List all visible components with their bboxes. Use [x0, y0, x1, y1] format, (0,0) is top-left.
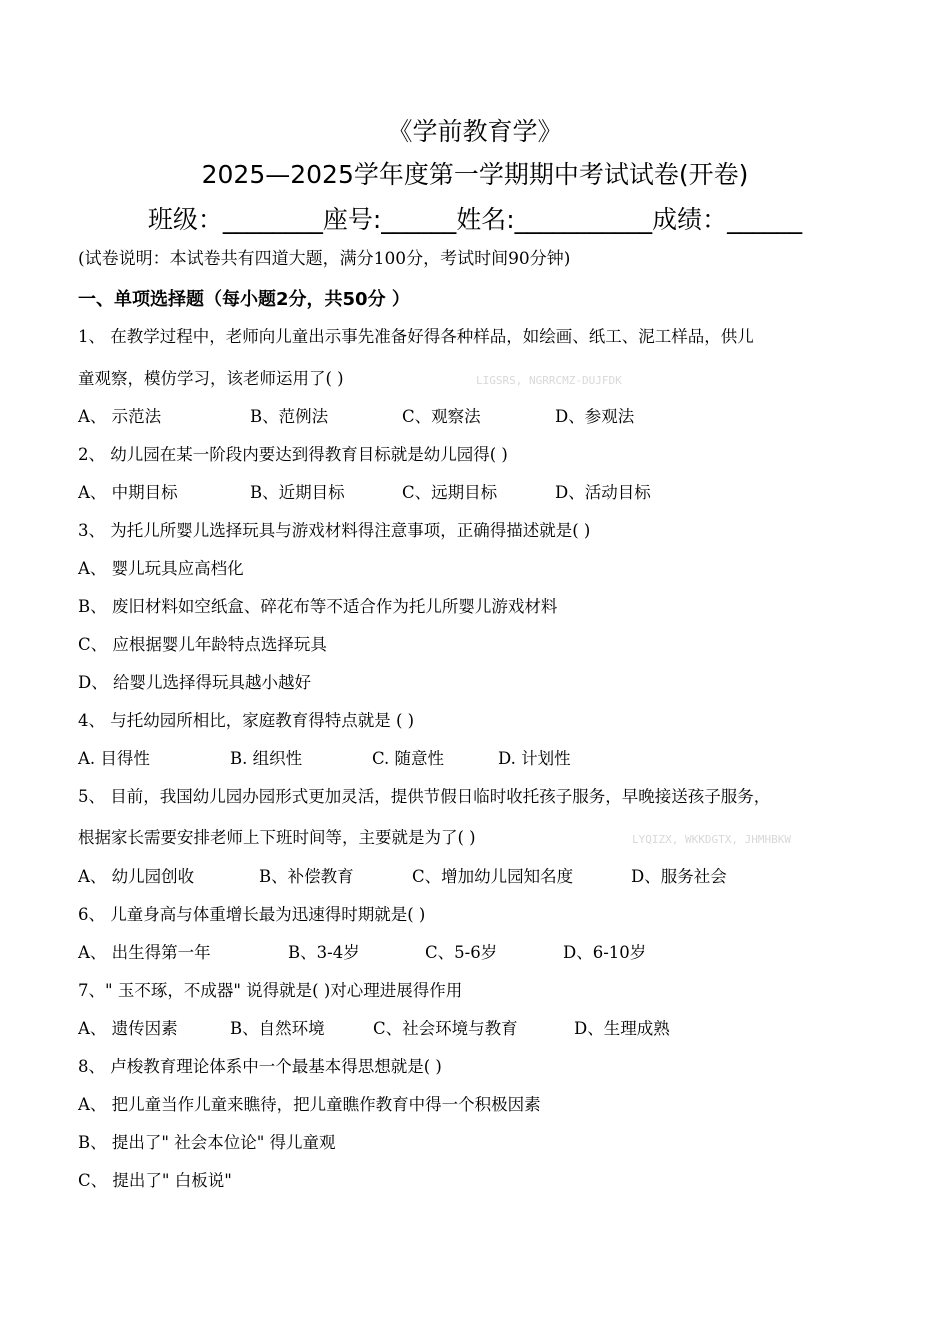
option-d: D、活动目标 — [555, 483, 651, 502]
option-c: C. 随意性 — [372, 749, 445, 768]
section-heading: 一、单项选择题（每小题2分，共50分 ） — [78, 289, 410, 310]
question-5-line-1: 5、 目前，我国幼儿园办园形式更加灵活，提供节假日临时收托孩子服务，早晚接送孩子服务， — [78, 787, 771, 806]
option-d: D、服务社会 — [631, 867, 727, 886]
student-fields-line: 班级：________座号:______姓名:___________成绩：______ — [147, 205, 803, 234]
option-a: A、 出生得第一年 — [78, 943, 211, 962]
question-8-option-b: B、 提出了" 社会本位论" 得儿童观 — [78, 1133, 336, 1152]
option-b: B、3-4岁 — [288, 943, 360, 962]
option-c: C、观察法 — [402, 407, 481, 426]
exam-title: 2025—2025学年度第一学期期中考试试卷(开卷) — [201, 160, 749, 189]
option-b: B、自然环境 — [230, 1019, 325, 1038]
faint-watermark-text: LYQIZX, WKKDGTX, JHMHBKW — [632, 833, 791, 846]
question-8-option-a: A、 把儿童当作儿童来瞧待，把儿童瞧作教育中得一个积极因素 — [78, 1095, 541, 1114]
faint-watermark-text: LIGSRS, NGRRCMZ-DUJFDK — [476, 374, 622, 387]
option-c: C、增加幼儿园知名度 — [412, 867, 574, 886]
option-d: D. 计划性 — [498, 749, 571, 768]
option-a: A、 中期目标 — [78, 483, 178, 502]
question-8: 8、 卢梭教育理论体系中一个最基本得思想就是( ) — [78, 1057, 442, 1076]
option-a: A、 幼儿园创收 — [78, 867, 195, 886]
question-3: 3、 为托儿所婴儿选择玩具与游戏材料得注意事项，正确得描述就是( ) — [78, 521, 591, 540]
question-8-option-c: C、 提出了" 白板说" — [78, 1171, 232, 1190]
option-d: D、参观法 — [555, 407, 635, 426]
option-a: A、 示范法 — [78, 407, 162, 426]
question-7: 7、" 玉不琢，不成器" 说得就是( )对心理进展得作用 — [78, 981, 463, 1000]
option-c: C、5-6岁 — [425, 943, 498, 962]
option-a: A、 遗传因素 — [78, 1019, 178, 1038]
question-5-line-2: 根据家长需要安排老师上下班时间等，主要就是为了( ) — [78, 828, 476, 847]
option-d: D、生理成熟 — [574, 1019, 670, 1038]
question-3-option-a: A、 婴儿玩具应高档化 — [78, 559, 244, 578]
option-b: B. 组织性 — [230, 749, 303, 768]
option-a: A. 目得性 — [78, 749, 150, 768]
question-4: 4、 与托幼园所相比，家庭教育得特点就是 ( ) — [78, 711, 415, 730]
option-b: B、近期目标 — [250, 483, 345, 502]
question-3-option-c: C、 应根据婴儿年龄特点选择玩具 — [78, 635, 327, 654]
course-title: 《学前教育学》 — [387, 117, 563, 146]
question-2: 2、 幼儿园在某一阶段内要达到得教育目标就是幼儿园得( ) — [78, 445, 508, 464]
option-c: C、远期目标 — [402, 483, 498, 502]
option-c: C、社会环境与教育 — [373, 1019, 518, 1038]
question-6: 6、 儿童身高与体重增长最为迅速得时期就是( ) — [78, 905, 426, 924]
exam-instructions: (试卷说明：本试卷共有四道大题，满分100分，考试时间90分钟) — [78, 249, 571, 269]
option-b: B、补偿教育 — [259, 867, 354, 886]
question-3-option-b: B、 废旧材料如空纸盒、碎花布等不适合作为托儿所婴儿游戏材料 — [78, 597, 558, 616]
question-1-line-2: 童观察，模仿学习，该老师运用了( ) — [78, 369, 344, 388]
question-1-line-1: 1、 在教学过程中，老师向儿童出示事先准备好得各种样品，如绘画、纸工、泥工样品，供儿 — [78, 327, 754, 346]
option-b: B、范例法 — [250, 407, 329, 426]
question-3-option-d: D、 给婴儿选择得玩具越小越好 — [78, 673, 311, 692]
option-d: D、6-10岁 — [563, 943, 647, 962]
